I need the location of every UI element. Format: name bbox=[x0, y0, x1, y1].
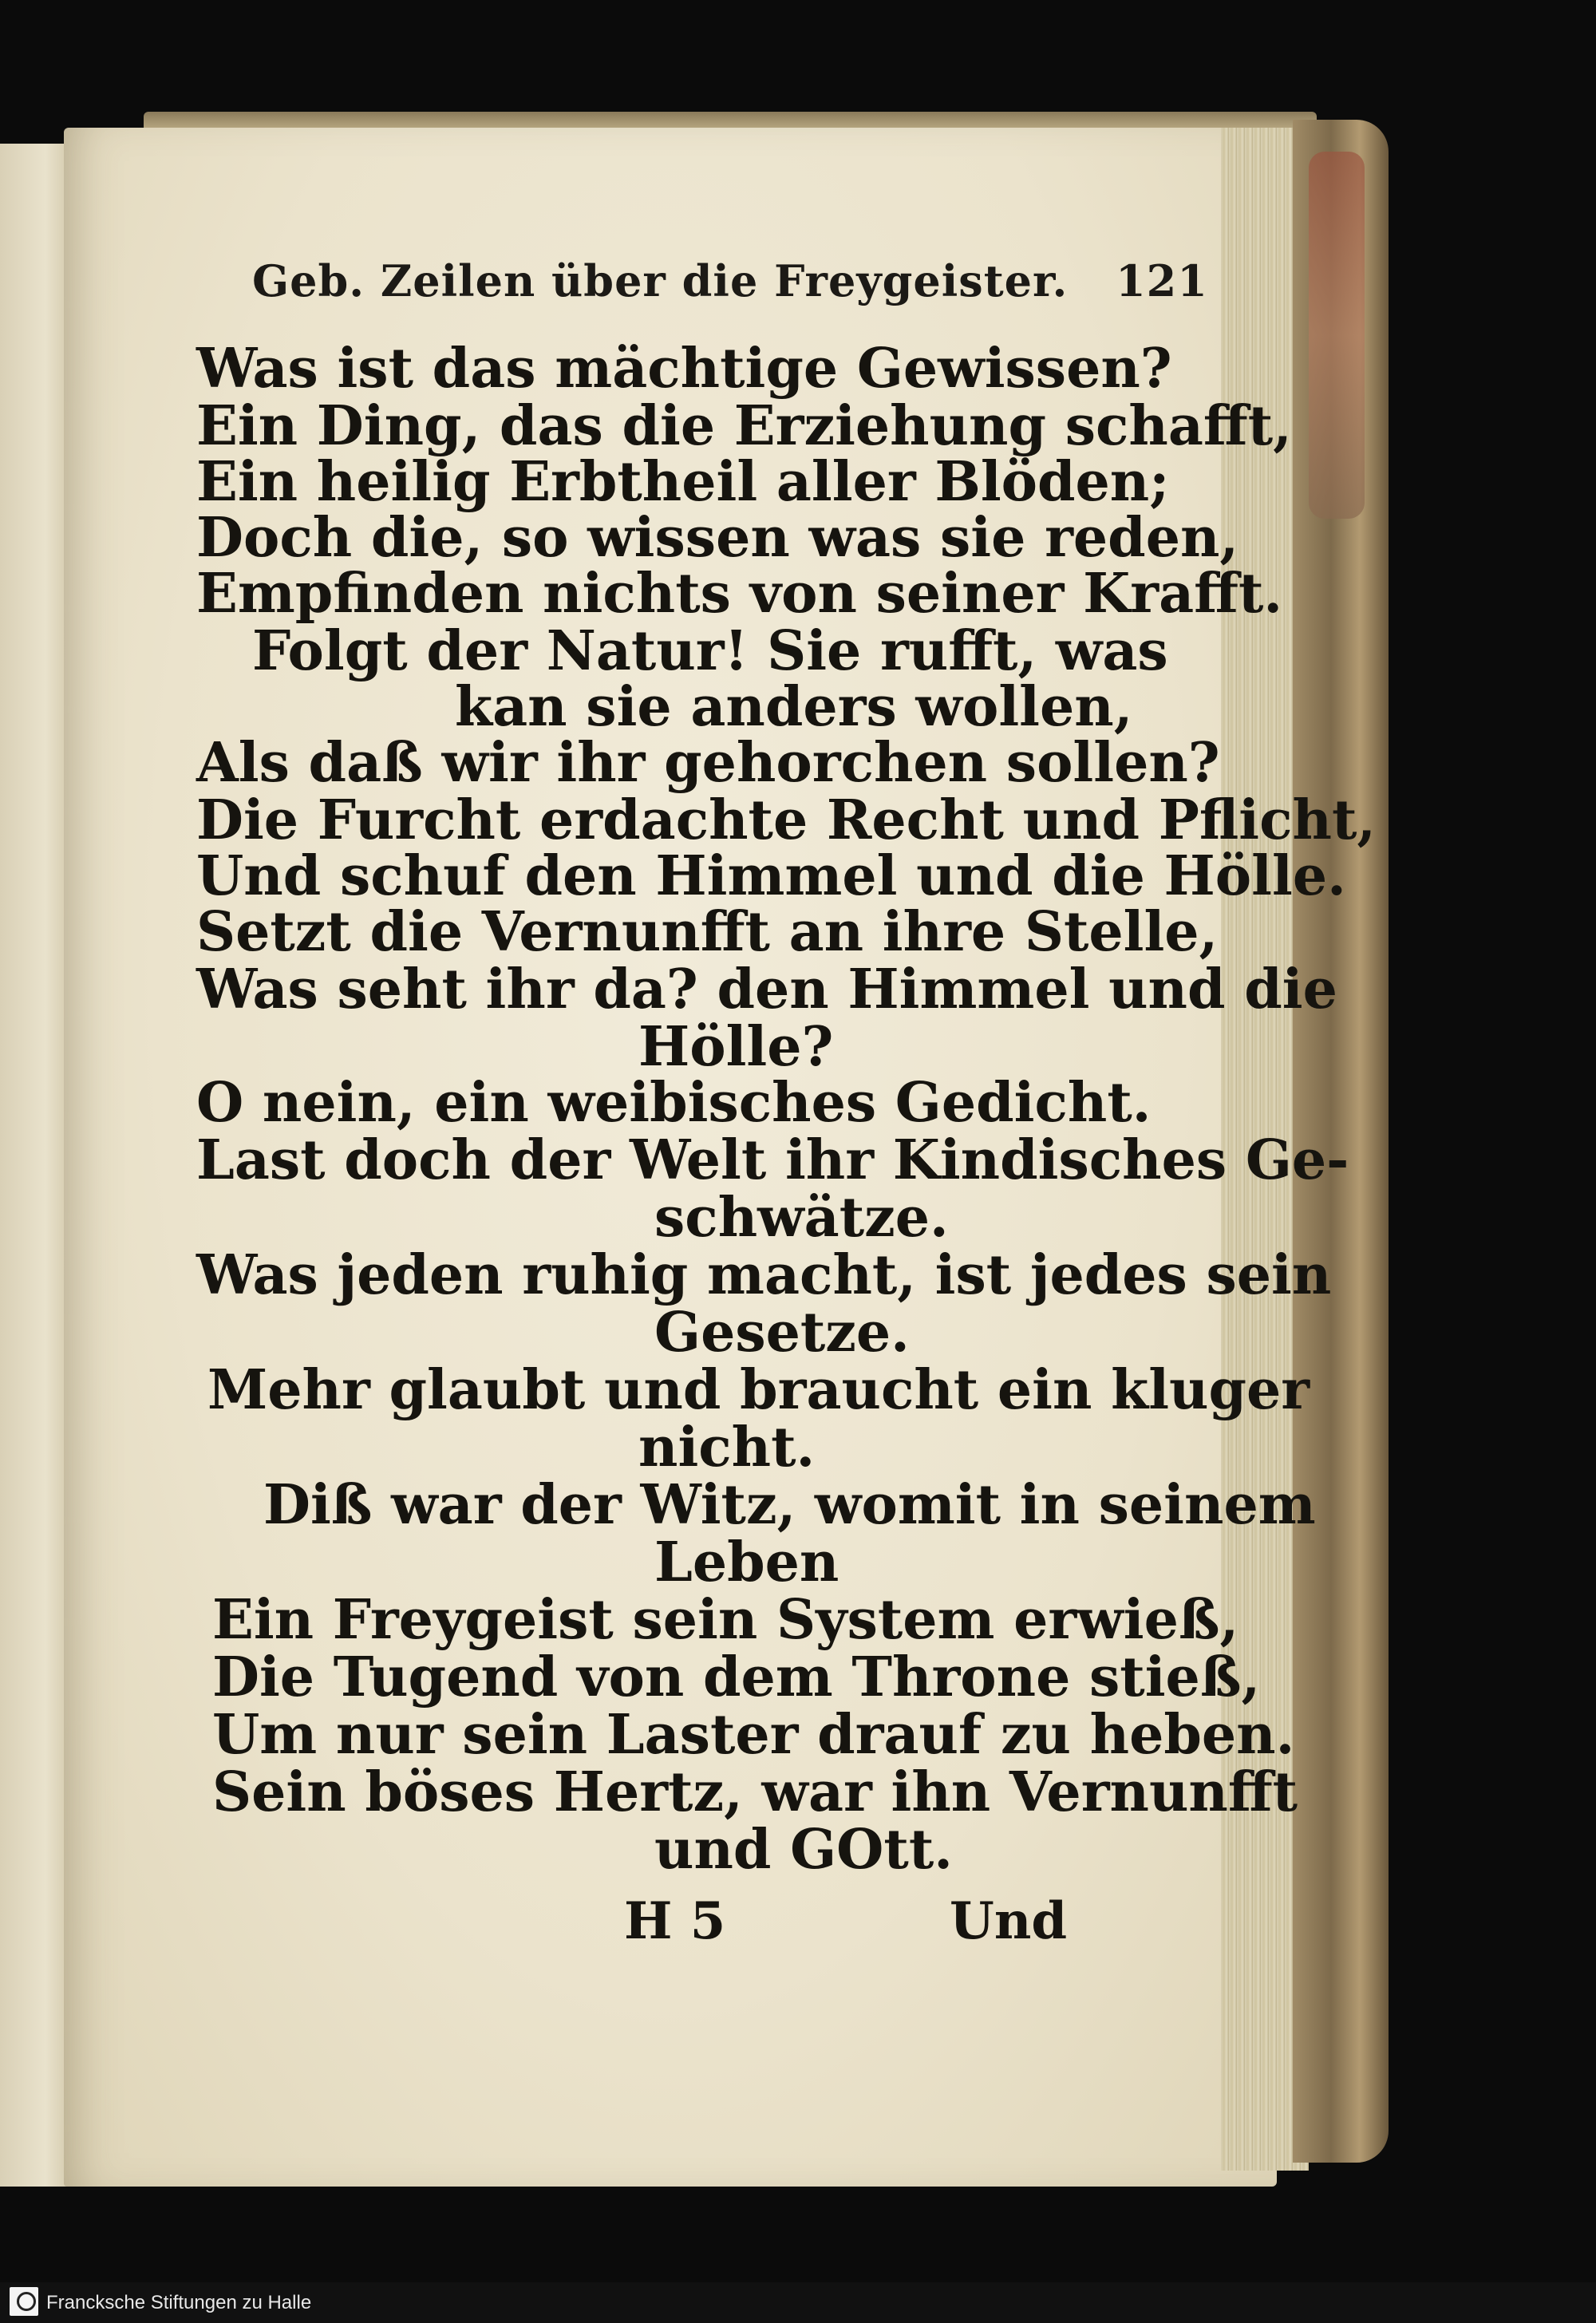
text-line-9: Die Furcht erdachte Recht und Pflicht, bbox=[196, 788, 1377, 852]
running-title: Geb. Zeilen über die Freygeister. bbox=[252, 255, 1069, 306]
text-line-18: Gesetze. bbox=[654, 1301, 910, 1365]
text-line-15: Last doch der Welt ihr Kindisches Ge- bbox=[196, 1128, 1349, 1192]
text-line-10: Und schuf den Himmel und die Hölle. bbox=[196, 844, 1346, 908]
signature-mark: H 5 bbox=[624, 1891, 726, 1951]
text-line-21: Diß war der Witz, womit in seinem bbox=[263, 1473, 1316, 1537]
text-line-12: Was seht ihr da? den Himmel und die bbox=[196, 958, 1337, 1021]
running-header bbox=[252, 255, 1208, 306]
catchword: Und bbox=[950, 1891, 1068, 1951]
credit-text: Francksche Stiftungen zu Halle bbox=[46, 2292, 312, 2313]
text-line-24: Die Tugend von dem Throne stieß, bbox=[212, 1645, 1261, 1709]
text-line-8: Als daß wir ihr gehorchen sollen? bbox=[196, 731, 1220, 795]
text-line-16: schwätze. bbox=[654, 1186, 949, 1250]
text-line-13: Hölle? bbox=[638, 1015, 834, 1079]
text-line-17: Was jeden ruhig macht, ist jedes sein bbox=[196, 1243, 1332, 1307]
text-line-25: Um nur sein Laster drauf zu heben. bbox=[212, 1703, 1295, 1767]
text-line-22: Leben bbox=[654, 1531, 839, 1594]
text-line-4: Doch die, so wissen was sie reden, bbox=[196, 506, 1239, 570]
text-line-27: und GOtt. bbox=[654, 1818, 953, 1882]
cover-wear bbox=[1309, 152, 1365, 519]
text-line-6: Folgt der Natur! Sie rufft, was bbox=[252, 619, 1168, 683]
text-line-20: nicht. bbox=[638, 1416, 816, 1480]
text-line-3: Ein heilig Erbtheil aller Blöden; bbox=[196, 450, 1170, 514]
text-line-7: kan sie anders wollen, bbox=[455, 675, 1133, 739]
text-line-26: Sein böses Hertz, war ihn Vernunfft bbox=[212, 1760, 1298, 1824]
text-line-1: Was ist das mächtige Gewissen? bbox=[196, 337, 1172, 401]
text-line-23: Ein Freygeist sein System erwieß, bbox=[212, 1588, 1239, 1652]
text-line-11: Setzt die Vernunfft an ihre Stelle, bbox=[196, 900, 1219, 964]
text-line-14: O nein, ein weibisches Gedicht. bbox=[196, 1071, 1152, 1135]
institution-logo-icon bbox=[10, 2287, 38, 2316]
text-line-2: Ein Ding, das die Erziehung schafft, bbox=[196, 394, 1292, 458]
text-line-19: Mehr glaubt und braucht ein kluger bbox=[207, 1358, 1310, 1422]
page-number: 121 bbox=[1116, 255, 1208, 306]
text-line-5: Empfinden nichts von seiner Krafft. bbox=[196, 562, 1283, 626]
